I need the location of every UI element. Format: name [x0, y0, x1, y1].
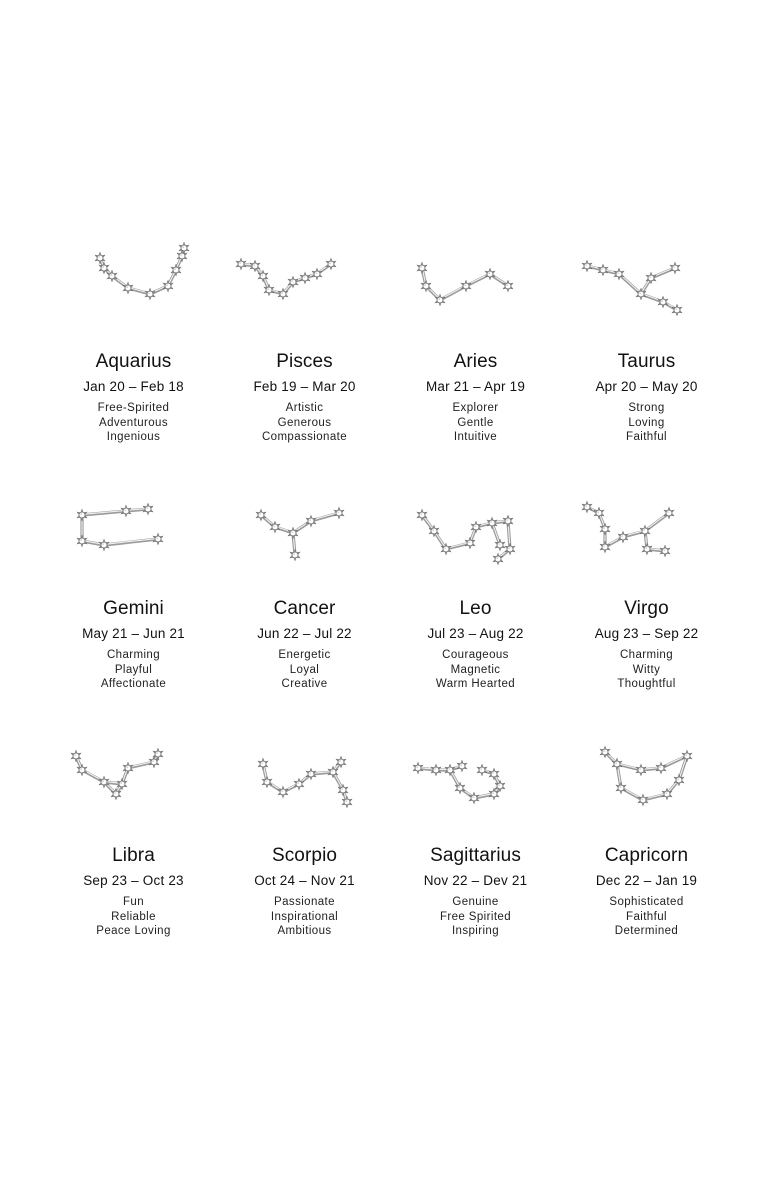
trait-list	[390, 895, 561, 939]
trait: Inspiring	[451, 925, 500, 937]
trait: Sophisticated	[609, 896, 684, 908]
trait-list	[219, 401, 390, 445]
zodiac-grid	[48, 246, 732, 987]
trait: Reliable	[111, 910, 156, 923]
trait: Playful	[114, 663, 153, 676]
sign-name: Capricorn	[604, 845, 689, 866]
sign-name: Sagittarius	[430, 845, 521, 866]
sign-dates: Apr 20 – May 20	[595, 379, 698, 394]
zodiac-card-leo	[390, 493, 561, 740]
trait: Inspirational	[270, 910, 339, 923]
sign-name: Pisces	[276, 351, 333, 372]
trait: Energetic	[278, 649, 331, 661]
sign-dates: Feb 19 – Mar 20	[253, 379, 356, 394]
leo-constellation-icon	[410, 493, 540, 583]
trait: Charming	[619, 649, 674, 661]
gem-setting	[672, 304, 682, 315]
trait-list	[561, 648, 732, 692]
sign-name: Aquarius	[95, 351, 172, 372]
sign-dates: Jan 20 – Feb 18	[83, 379, 184, 394]
charm-bar	[82, 511, 126, 515]
scorpio-constellation-icon	[239, 740, 369, 830]
zodiac-card-sagittarius	[390, 740, 561, 987]
trait: Strong	[628, 402, 665, 414]
zodiac-card-taurus	[561, 246, 732, 493]
trait: Passionate	[274, 896, 335, 908]
trait: Warm Hearted	[435, 678, 516, 690]
trait-list	[219, 895, 390, 939]
trait: Gentle	[457, 416, 494, 429]
sign-name: Libra	[112, 845, 155, 866]
trait: Peace Loving	[96, 925, 171, 937]
gem-setting	[342, 796, 352, 807]
sign-dates: Jun 22 – Jul 22	[257, 626, 352, 641]
gem-setting	[179, 242, 189, 253]
sign-dates: Aug 23 – Sep 22	[594, 626, 699, 641]
sign-name: Aries	[453, 351, 498, 372]
trait: Free Spirited	[439, 910, 512, 923]
gem-setting	[417, 262, 427, 273]
trait: Ambitious	[277, 925, 332, 937]
sign-dates: Oct 24 – Nov 21	[254, 873, 355, 888]
zodiac-card-aquarius	[48, 246, 219, 493]
charm-bar	[128, 762, 154, 768]
zodiac-card-pisces	[219, 246, 390, 493]
gem-setting	[600, 541, 610, 552]
zodiac-card-virgo	[561, 493, 732, 740]
trait: Compassionate	[261, 431, 348, 443]
zodiac-card-gemini	[48, 493, 219, 740]
zodiac-card-libra	[48, 740, 219, 987]
trait: Creative	[281, 678, 328, 690]
trait: Courageous	[442, 649, 509, 661]
trait: Explorer	[452, 402, 499, 414]
sign-dates: May 21 – Jun 21	[82, 626, 185, 641]
sign-name: Leo	[459, 598, 492, 619]
trait: Artistic	[285, 402, 324, 414]
gem-setting	[258, 758, 268, 769]
charm-bar	[311, 513, 339, 521]
trait: Ingenious	[106, 431, 161, 443]
trait-list	[561, 401, 732, 445]
trait-list	[48, 401, 219, 445]
trait: Fun	[122, 896, 145, 908]
trait: Affectionate	[100, 678, 167, 690]
sign-dates: Nov 22 – Dev 21	[423, 873, 528, 888]
zodiac-card-capricorn	[561, 740, 732, 987]
trait-list	[561, 895, 732, 939]
aries-constellation-icon	[410, 246, 540, 336]
trait: Loving	[628, 416, 665, 429]
trait-list	[219, 648, 390, 692]
zodiac-card-aries	[390, 246, 561, 493]
sign-name: Taurus	[617, 351, 676, 372]
sign-dates: Mar 21 – Apr 19	[425, 379, 526, 394]
charm-bar	[104, 539, 158, 545]
sign-name: Scorpio	[271, 845, 338, 866]
trait: Loyal	[289, 663, 320, 676]
libra-constellation-icon	[68, 740, 198, 830]
sign-dates: Jul 23 – Aug 22	[427, 626, 524, 641]
capricorn-constellation-icon	[581, 740, 711, 830]
trait: Magnetic	[450, 663, 501, 676]
sagittarius-constellation-icon	[410, 740, 540, 830]
trait: Generous	[277, 416, 332, 429]
trait: Witty	[632, 663, 661, 676]
trait: Determined	[614, 925, 679, 937]
gemini-constellation-icon	[68, 493, 198, 583]
trait: Charming	[106, 649, 161, 661]
zodiac-card-scorpio	[219, 740, 390, 987]
gem-setting	[616, 782, 626, 793]
gem-setting	[290, 549, 300, 560]
trait-list	[48, 895, 219, 939]
taurus-constellation-icon	[581, 246, 711, 336]
virgo-constellation-icon	[581, 493, 711, 583]
trait: Intuitive	[453, 431, 498, 443]
gem-setting	[495, 539, 505, 550]
gem-setting	[95, 252, 105, 263]
trait: Adventurous	[99, 416, 168, 429]
sign-name: Gemini	[103, 598, 164, 619]
trait: Faithful	[626, 910, 667, 923]
sign-name: Cancer	[273, 598, 336, 619]
sign-dates: Dec 22 – Jan 19	[595, 873, 698, 888]
gem-setting	[600, 523, 610, 534]
pisces-constellation-icon	[239, 246, 369, 336]
trait: Faithful	[626, 431, 667, 443]
sign-name: Virgo	[624, 598, 669, 619]
aquarius-constellation-icon	[68, 246, 198, 336]
trait-list	[390, 648, 561, 692]
trait: Free-Spirited	[97, 402, 170, 414]
zodiac-card-cancer	[219, 493, 390, 740]
cancer-constellation-icon	[239, 493, 369, 583]
sign-dates: Sep 23 – Oct 23	[83, 873, 184, 888]
trait-list	[48, 648, 219, 692]
trait: Genuine	[452, 896, 499, 908]
trait-list	[390, 401, 561, 445]
trait: Thoughtful	[617, 678, 676, 690]
